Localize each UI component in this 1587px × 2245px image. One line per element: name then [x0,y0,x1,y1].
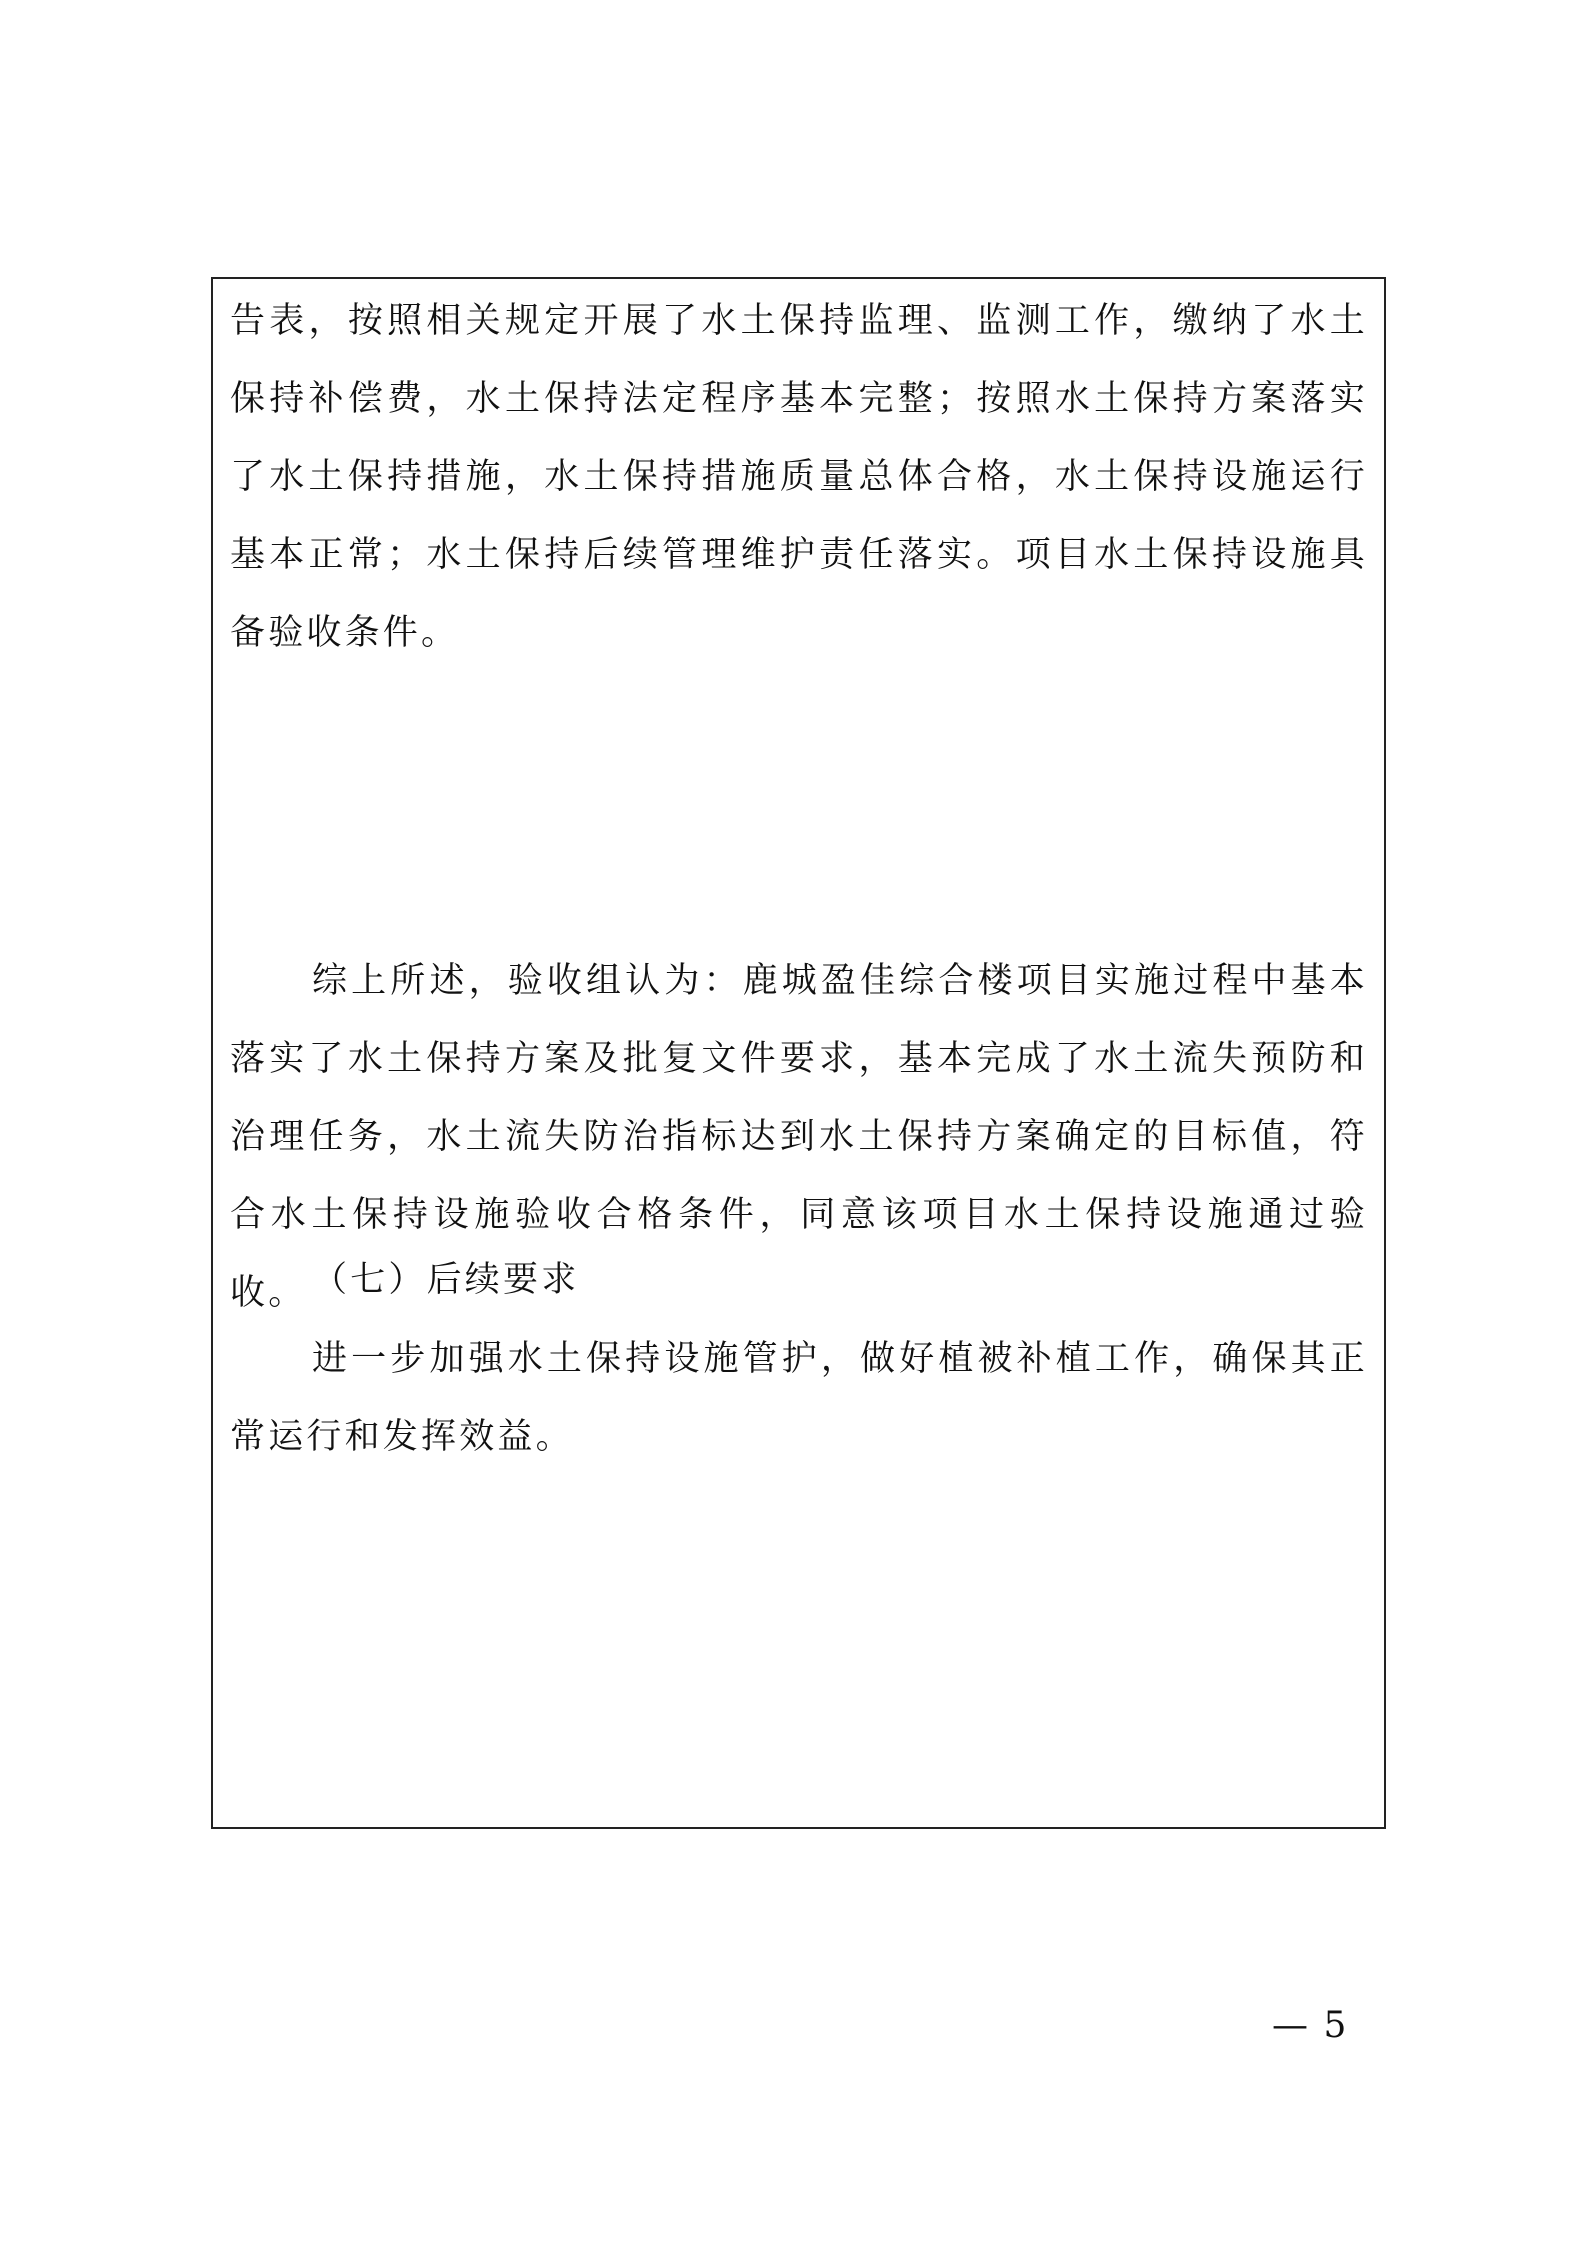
section-heading-follow-up-requirements: （七）后续要求 [312,1260,580,1300]
paragraph-acceptance-conditions: 告表，按照相关规定开展了水土保持监理、监测工作，缴纳了水土保持补偿费，水土保持法定程序基本完整；按照水土保持方案落实了水土保持措施，水土保持措施质量总体合格，水土保持设施运行基本正常；水土保持后续管理维护责任落实。项目水土保持设施具备验收条件。 [230,301,1368,653]
page-number: — 5 [1272,2005,1349,2046]
paragraph-conclusion: 综上所述，验收组认为：鹿城盈佳综合楼项目实施过程中基本落实了水土保持方案及批复文件要求，基本完成了水土流失预防和治理任务，水土流失防治指标达到水土保持方案确定的目标值，符合水土保持设施验收合格条件，同意该项目水土保持设施通过验收。 [230,961,1368,1313]
content-box [211,277,1386,1829]
paragraph-follow-up-requirements: 进一步加强水土保持设施管护，做好植被补植工作，确保其正常运行和发挥效益。 [230,1339,1368,1457]
